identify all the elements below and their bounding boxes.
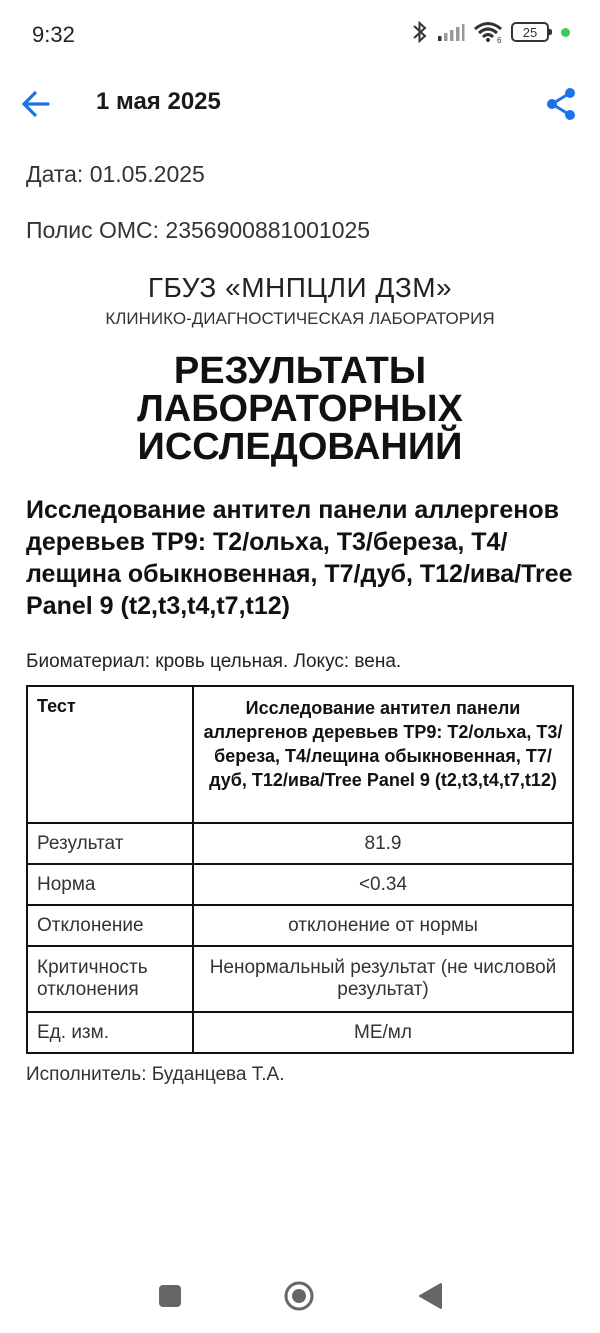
- row-label: Ед. изм.: [27, 1012, 193, 1053]
- document-title-line: ИССЛЕДОВАНИЙ: [137, 426, 463, 468]
- row-value: 81.9: [193, 823, 573, 864]
- status-icons: [411, 20, 570, 44]
- back-arrow-icon[interactable]: [18, 86, 54, 122]
- table-header-value: Исследование антител панели аллергенов деревьев ТР9: Т2/ольха, Т3/береза, Т4/лещина обыкновенная, Т7/дуб, Т12/ива/Tree Panel 9 (t2,t3,t4,t7,t12): [193, 686, 573, 823]
- row-value: отклонение от нормы: [193, 905, 573, 946]
- policy-text: Полис ОМС: 2356900881001025: [26, 217, 371, 243]
- nav-back-button[interactable]: [417, 1282, 443, 1310]
- document-title: [60, 352, 540, 466]
- document-title-line: РЕЗУЛЬТАТЫ: [173, 350, 427, 392]
- results-table: [26, 685, 574, 1054]
- signal-icon: [437, 22, 465, 42]
- row-value: Ненормальный результат (не числовой результат): [193, 946, 573, 1012]
- status-bar: [0, 0, 600, 70]
- table-row: [27, 1012, 573, 1053]
- home-button[interactable]: [283, 1280, 315, 1312]
- system-nav-bar: [0, 1262, 600, 1332]
- bluetooth-icon: [411, 20, 429, 44]
- row-value: <0.34: [193, 864, 573, 905]
- row-label: Отклонение: [27, 905, 193, 946]
- table-header-row: [27, 686, 573, 823]
- executor-text: Исполнитель: Буданцева Т.А.: [26, 1064, 285, 1085]
- study-title: Исследование антител панели аллергенов деревьев ТР9: Т2/ольха, Т3/береза, Т4/лещина обыкновенная, Т7/дуб, Т12/ива/Tree Panel 9 (t2,t3,t4,t7,t12): [26, 496, 573, 620]
- share-icon[interactable]: [544, 86, 578, 122]
- table-row: [27, 946, 573, 1012]
- table-header-label: Тест: [27, 686, 193, 823]
- app-bar: [0, 72, 600, 136]
- battery-icon: 25: [511, 22, 549, 42]
- privacy-indicator: [561, 28, 570, 37]
- row-label: Норма: [27, 864, 193, 905]
- table-row: [27, 823, 573, 864]
- svg-text:6: 6: [497, 36, 502, 43]
- table-row: [27, 905, 573, 946]
- status-time: 9:32: [32, 22, 75, 47]
- page-title: 1 мая 2025: [96, 88, 221, 115]
- row-label: Критичность отклонения: [27, 946, 193, 1012]
- organization-name: ГБУЗ «МНПЦЛИ ДЗМ»: [147, 272, 453, 303]
- row-label: Результат: [27, 823, 193, 864]
- table-row: [27, 864, 573, 905]
- row-value: МЕ/мл: [193, 1012, 573, 1053]
- recents-button[interactable]: [159, 1285, 181, 1307]
- wifi-icon: [473, 21, 503, 43]
- document-title-line: ЛАБОРАТОРНЫХ: [137, 388, 463, 430]
- date-text: Дата: 01.05.2025: [26, 161, 205, 187]
- biomaterial-text: Биоматериал: кровь цельная. Локус: вена.: [26, 651, 402, 672]
- organization-subtitle: КЛИНИКО-ДИАГНОСТИЧЕСКАЯ ЛАБОРАТОРИЯ: [105, 309, 495, 328]
